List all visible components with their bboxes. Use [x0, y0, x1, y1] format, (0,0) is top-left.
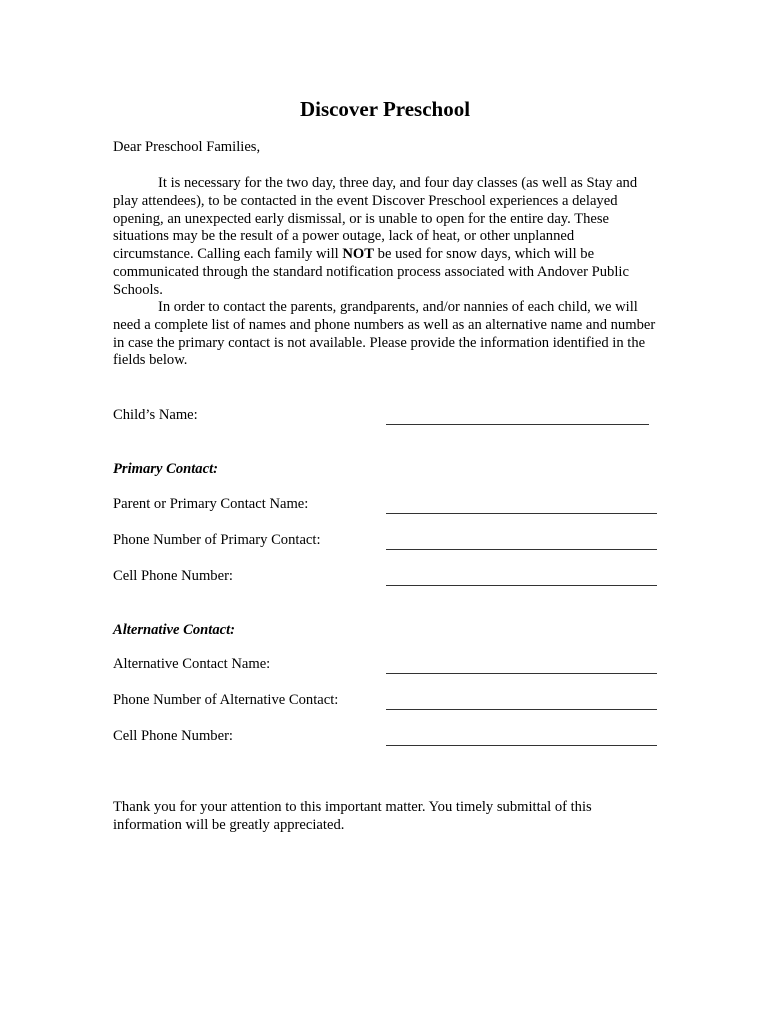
closing-paragraph: Thank you for your attention to this important matter. You timely submittal of this information will be greatly appreciated.: [113, 799, 592, 833]
intro-paragraph-text-continued: be used for snow days, which will be communicated through the standard notification process associated with Andover Public Schools.: [113, 246, 629, 298]
instructions-paragraph: In order to contact the parents, grandparents, and/or nannies of each child, we will need a complete list of names and phone numbers as well as an alternative name and number in case the primary contact is not available. Please provide the information identified in the fields below.: [113, 299, 656, 369]
document-title: Discover Preschool: [299, 97, 471, 121]
primary-contact-phone-field[interactable]: [386, 531, 657, 550]
alternative-contact-phone-label: Phone Number of Alternative Contact:: [113, 692, 339, 708]
alternative-contact-name-field[interactable]: [386, 655, 657, 674]
primary-cell-phone-label: Cell Phone Number:: [113, 568, 233, 584]
primary-contact-heading: Primary Contact:: [113, 461, 218, 477]
child-name-label: Child’s Name:: [113, 407, 198, 423]
alternative-contact-heading: Alternative Contact:: [113, 622, 236, 638]
child-name-field[interactable]: [386, 406, 649, 425]
intro-paragraph: [113, 175, 658, 300]
alternative-cell-phone-label: Cell Phone Number:: [113, 728, 233, 744]
alternative-contact-name-label: Alternative Contact Name:: [113, 656, 271, 672]
intro-paragraph-emphasis: NOT: [342, 246, 374, 263]
alternative-cell-phone-field[interactable]: [386, 727, 657, 746]
greeting: Dear Preschool Families,: [113, 139, 261, 155]
primary-contact-phone-label: Phone Number of Primary Contact:: [113, 532, 321, 548]
primary-contact-name-label: Parent or Primary Contact Name:: [113, 496, 309, 512]
primary-contact-name-field[interactable]: [386, 495, 657, 514]
intro-paragraph-text: It is necessary for the two day, three day, and four day classes (as well as Stay and play attendees), to be contacted in the event Discover Preschool experiences a delayed opening, an unexpected early dismissal, or is unable to open for the entire day. These situations may be the result of a power outage, lack of heat, or other unplanned circumstance. Calling each family will: [113, 175, 638, 263]
alternative-contact-phone-field[interactable]: [386, 691, 657, 710]
primary-cell-phone-field[interactable]: [386, 567, 657, 586]
